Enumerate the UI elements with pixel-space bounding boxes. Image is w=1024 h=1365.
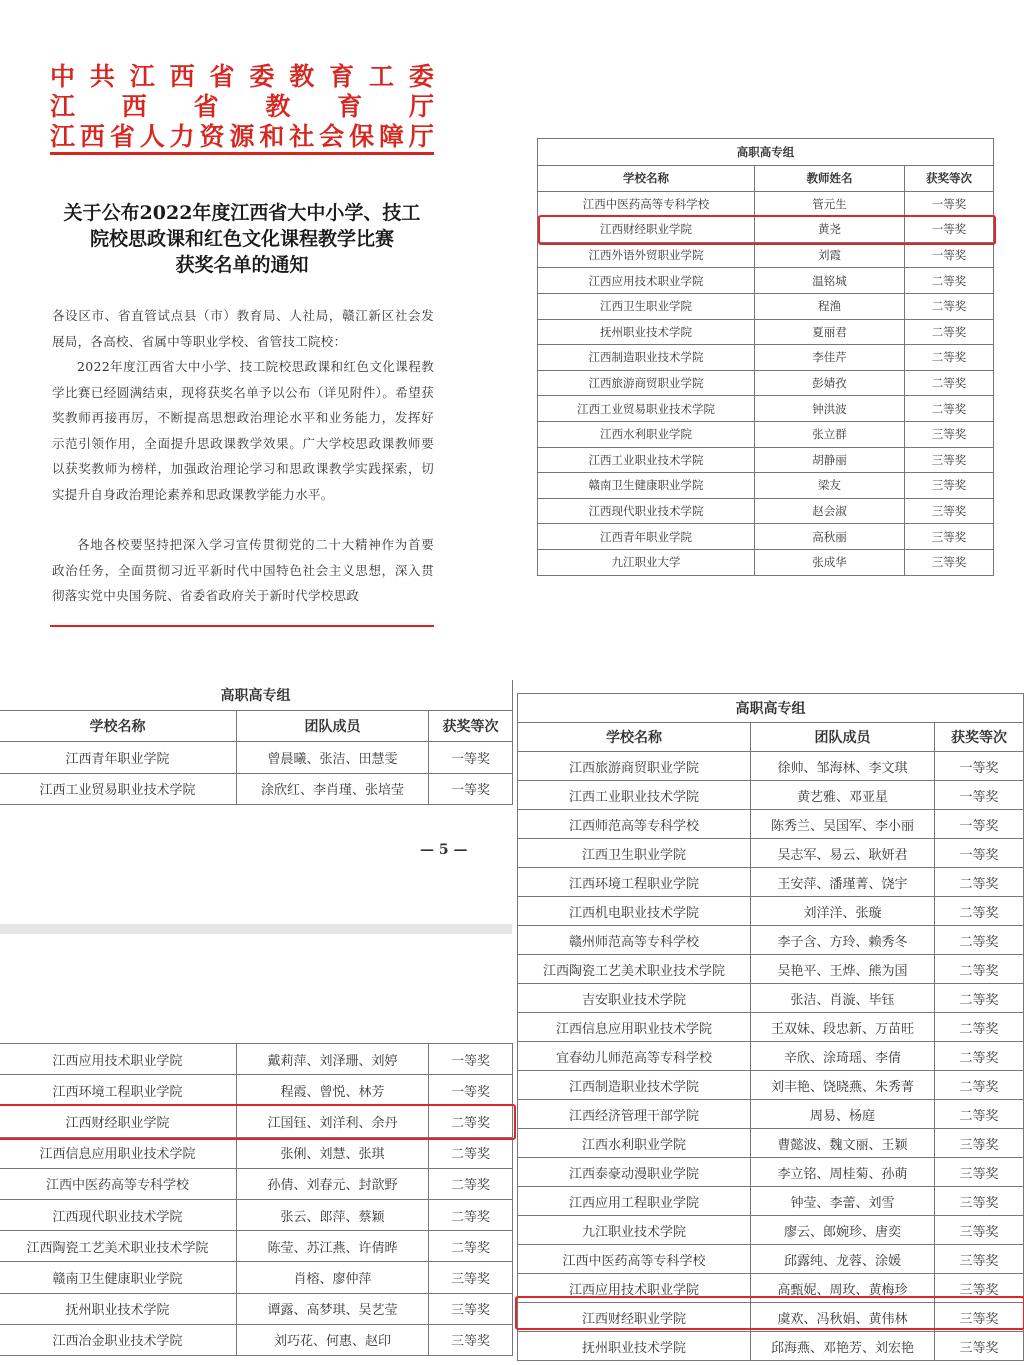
- award-cell: 三等奖: [935, 1187, 1024, 1216]
- letterhead-char: 省: [209, 62, 235, 91]
- member-cell: 王安萍、潘瑾菁、饶宇: [751, 868, 935, 897]
- award-cell: 二等奖: [935, 897, 1024, 926]
- school-cell: 江西外语外贸职业学院: [538, 242, 755, 268]
- letterhead-char: 障: [378, 122, 404, 151]
- table-row: [538, 396, 994, 422]
- team-awards-table-lower: [0, 1043, 513, 1356]
- table-row: [538, 319, 994, 345]
- member-cell: 刘洋洋、张璇: [751, 897, 935, 926]
- table-row: [0, 1231, 513, 1262]
- table-row: [538, 473, 994, 499]
- red-divider-bottom: [50, 625, 434, 627]
- member-cell: 刘霞: [755, 242, 905, 268]
- school-cell: 江西陶瓷工艺美术职业技术学院: [0, 1231, 237, 1262]
- award-cell: 二等奖: [935, 955, 1024, 984]
- school-cell: 江西水利职业学院: [538, 421, 755, 447]
- letterhead-char: 和: [259, 122, 285, 151]
- school-cell: 江西应用技术职业学院: [0, 1044, 237, 1075]
- award-cell: 一等奖: [429, 1044, 513, 1075]
- letterhead-char: 西: [121, 92, 147, 121]
- award-cell: 三等奖: [429, 1293, 513, 1324]
- member-cell: 赵会淑: [755, 498, 905, 524]
- page-separator: [0, 924, 512, 934]
- award-cell: 一等奖: [429, 742, 513, 773]
- column-header-award: 获奖等次: [429, 711, 513, 742]
- table-row: [518, 1187, 1024, 1216]
- award-cell: 三等奖: [905, 549, 994, 575]
- table-row: [0, 1075, 513, 1106]
- school-cell: 江西现代职业技术学院: [0, 1199, 237, 1230]
- member-cell: 张云、郎萍、蔡颖: [237, 1199, 429, 1230]
- school-cell: 江西应用技术职业学院: [538, 268, 755, 294]
- school-cell: 江西青年职业学院: [0, 742, 237, 773]
- member-cell: 李子含、方玲、赖秀冬: [751, 926, 935, 955]
- award-cell: 三等奖: [905, 524, 994, 550]
- award-cell: 一等奖: [905, 242, 994, 268]
- member-cell: 戴莉萍、刘泽珊、刘婷: [237, 1044, 429, 1075]
- school-cell: 江西卫生职业学院: [538, 293, 755, 319]
- school-cell: 江西冶金职业技术学院: [0, 1324, 237, 1355]
- school-cell: 江西经济管理干部学院: [518, 1100, 751, 1129]
- letterhead-char: 会: [319, 122, 345, 151]
- letterhead-char: 力: [169, 122, 195, 151]
- column-header-school: 学校名称: [538, 166, 755, 192]
- table-row: [518, 839, 1024, 868]
- member-cell: 陈莹、苏江燕、许倩晔: [237, 1231, 429, 1262]
- award-cell: 二等奖: [905, 268, 994, 294]
- member-cell: 张立群: [755, 421, 905, 447]
- award-cell: 三等奖: [935, 1129, 1024, 1158]
- school-cell: 赣南卫生健康职业学院: [538, 473, 755, 499]
- column-header-members: 团队成员: [751, 723, 935, 752]
- school-cell: 江西信息应用职业技术学院: [518, 1013, 751, 1042]
- highlight-box: [515, 1296, 1024, 1330]
- column-header-members: 团队成员: [237, 711, 429, 742]
- award-cell: 三等奖: [935, 1274, 1024, 1303]
- award-cell: 二等奖: [429, 1199, 513, 1230]
- award-cell: 二等奖: [935, 1013, 1024, 1042]
- member-cell: 张俐、刘慧、张琪: [237, 1137, 429, 1168]
- letterhead-char: 厅: [408, 92, 434, 121]
- award-cell: 二等奖: [429, 1168, 513, 1199]
- table-row: [0, 1044, 513, 1075]
- award-cell: 二等奖: [905, 319, 994, 345]
- member-cell: 辛欣、涂琦瑶、李倩: [751, 1042, 935, 1071]
- member-cell: 邱露纯、龙蓉、涂媛: [751, 1245, 935, 1274]
- school-cell: 江西工业贸易职业技术学院: [0, 773, 237, 804]
- member-cell: 刘巧花、何惠、赵印: [237, 1324, 429, 1355]
- table-row: [538, 293, 994, 319]
- letterhead-char: 共: [89, 62, 115, 91]
- school-cell: 江西财经职业学院: [518, 1303, 751, 1332]
- table-row: [0, 1137, 513, 1168]
- member-cell: 胡静丽: [755, 447, 905, 473]
- school-cell: 吉安职业技术学院: [518, 984, 751, 1013]
- school-cell: 江西工业贸易职业技术学院: [538, 396, 755, 422]
- member-cell: 吴艳平、王烨、熊为国: [751, 955, 935, 984]
- table-row: [518, 984, 1024, 1013]
- school-cell: 抚州职业技术学院: [518, 1332, 751, 1361]
- table-row: [538, 345, 994, 371]
- member-cell: 虞欢、冯秋娟、黄伟林: [751, 1303, 935, 1332]
- member-cell: 吴志军、易云、耿妍君: [751, 839, 935, 868]
- letterhead-line-3: [50, 122, 434, 152]
- member-cell: 管元生: [755, 191, 905, 217]
- member-cell: 邱海燕、邓艳芳、刘宏艳: [751, 1332, 935, 1361]
- member-cell: 孙倩、刘春元、封歆野: [237, 1168, 429, 1199]
- school-cell: 赣州师范高等专科学校: [518, 926, 751, 955]
- member-cell: 江国钰、刘洋利、余丹: [237, 1106, 429, 1137]
- table-row: [518, 1216, 1024, 1245]
- award-cell: 三等奖: [935, 1245, 1024, 1274]
- school-cell: 江西中医药高等专科学校: [538, 191, 755, 217]
- award-cell: 二等奖: [905, 345, 994, 371]
- letterhead-line-1: [50, 62, 434, 92]
- member-cell: 徐帅、邹海林、李文琪: [751, 752, 935, 781]
- member-cell: 高秋丽: [755, 524, 905, 550]
- award-cell: 二等奖: [905, 396, 994, 422]
- school-cell: 江西卫生职业学院: [518, 839, 751, 868]
- school-cell: 江西信息应用职业技术学院: [0, 1137, 237, 1168]
- award-cell: 一等奖: [935, 839, 1024, 868]
- column-header-school: 学校名称: [0, 711, 237, 742]
- table-row: [518, 1013, 1024, 1042]
- school-cell: 抚州职业技术学院: [0, 1293, 237, 1324]
- member-cell: 程霞、曾悦、林芳: [237, 1075, 429, 1106]
- award-cell: 二等奖: [905, 370, 994, 396]
- member-cell: 廖云、郎婉珍、唐奕: [751, 1216, 935, 1245]
- letterhead-char: 教: [289, 62, 315, 91]
- letterhead-char: 厅: [408, 122, 434, 151]
- table-row: [0, 1293, 513, 1324]
- member-cell: 程渔: [755, 293, 905, 319]
- award-cell: 三等奖: [935, 1303, 1024, 1332]
- award-cell: 一等奖: [935, 810, 1024, 839]
- table-row: [538, 421, 994, 447]
- table-group-title: 高职高专组: [0, 680, 513, 711]
- letterhead-char: 教: [265, 92, 291, 121]
- table-row: [518, 955, 1024, 984]
- table-row: [538, 191, 994, 217]
- member-cell: 王双妹、段忠新、万苗旺: [751, 1013, 935, 1042]
- school-cell: 江西现代职业技术学院: [538, 498, 755, 524]
- award-cell: 二等奖: [935, 1071, 1024, 1100]
- school-cell: 宜春幼儿师范高等专科学校: [518, 1042, 751, 1071]
- school-cell: 江西旅游商贸职业学院: [538, 370, 755, 396]
- letterhead-char: 委: [249, 62, 275, 91]
- table-row: [0, 1199, 513, 1230]
- school-cell: 江西工业职业技术学院: [518, 781, 751, 810]
- member-cell: 李佳芹: [755, 345, 905, 371]
- letterhead-char: 西: [169, 62, 195, 91]
- table-row: [518, 1158, 1024, 1187]
- award-cell: 一等奖: [905, 217, 994, 243]
- member-cell: 曾晨曦、张洁、田慧雯: [237, 742, 429, 773]
- school-cell: 江西师范高等专科学校: [518, 810, 751, 839]
- highlight-box: [0, 1104, 516, 1140]
- school-cell: 江西制造职业技术学院: [518, 1071, 751, 1100]
- table-row: [518, 1129, 1024, 1158]
- table-row: [518, 1245, 1024, 1274]
- award-cell: 三等奖: [935, 1216, 1024, 1245]
- award-cell: 三等奖: [905, 447, 994, 473]
- column-header-school: 学校名称: [518, 723, 751, 752]
- member-cell: 肖榕、廖仲萍: [237, 1262, 429, 1293]
- school-cell: 江西应用工程职业学院: [518, 1187, 751, 1216]
- school-cell: 江西青年职业学院: [538, 524, 755, 550]
- table-row: [538, 268, 994, 294]
- letterhead-char: 工: [369, 62, 395, 91]
- member-cell: 黄尧: [755, 217, 905, 243]
- table-row: [538, 370, 994, 396]
- member-cell: 梁友: [755, 473, 905, 499]
- award-cell: 二等奖: [935, 984, 1024, 1013]
- notice-title-line-1: 关于公布2022年度江西省大中小学、技工: [63, 202, 421, 224]
- school-cell: 江西环境工程职业学院: [0, 1075, 237, 1106]
- award-cell: 二等奖: [935, 868, 1024, 897]
- table-row: [518, 1100, 1024, 1129]
- table-row: [538, 242, 994, 268]
- award-cell: 二等奖: [905, 293, 994, 319]
- school-cell: 九江职业大学: [538, 549, 755, 575]
- letterhead-char: 育: [337, 92, 363, 121]
- member-cell: 张洁、肖漩、毕钰: [751, 984, 935, 1013]
- award-cell: 一等奖: [905, 191, 994, 217]
- school-cell: 江西旅游商贸职业学院: [518, 752, 751, 781]
- letterhead-char: 委: [408, 62, 434, 91]
- school-cell: 九江职业技术学院: [518, 1216, 751, 1245]
- table-row: [518, 810, 1024, 839]
- school-cell: 江西财经职业学院: [538, 217, 755, 243]
- table-row: [518, 1042, 1024, 1071]
- team-awards-table-right: [517, 693, 1024, 1361]
- notice-paragraph-1: 各设区市、省直管试点县（市）教育局、人社局，赣江新区社会发展局，各高校、省属中等职业学校、省管技工院校：: [52, 308, 434, 349]
- member-cell: 陈秀兰、吴国军、李小丽: [751, 810, 935, 839]
- member-cell: 彭婧孜: [755, 370, 905, 396]
- column-header-teacher: 教师姓名: [755, 166, 905, 192]
- table-row: [538, 524, 994, 550]
- school-cell: 江西机电职业技术学院: [518, 897, 751, 926]
- member-cell: 夏丽君: [755, 319, 905, 345]
- school-cell: 江西水利职业学院: [518, 1129, 751, 1158]
- letterhead-char: 省: [193, 92, 219, 121]
- award-cell: 三等奖: [905, 473, 994, 499]
- table-row: [538, 447, 994, 473]
- letterhead-char: 江: [50, 92, 76, 121]
- letterhead-char: 源: [229, 122, 255, 151]
- award-cell: 二等奖: [429, 1106, 513, 1137]
- member-cell: 钟莹、李蕾、刘雪: [751, 1187, 935, 1216]
- award-cell: 一等奖: [935, 752, 1024, 781]
- member-cell: 温铭城: [755, 268, 905, 294]
- award-cell: 三等奖: [905, 498, 994, 524]
- award-cell: 二等奖: [429, 1137, 513, 1168]
- table-row: [518, 868, 1024, 897]
- table-group-title: 高职高专组: [518, 694, 1024, 723]
- member-cell: 周易、杨庭: [751, 1100, 935, 1129]
- award-cell: 三等奖: [935, 1158, 1024, 1187]
- letterhead-char: 中: [50, 62, 76, 91]
- table-row: [518, 1071, 1024, 1100]
- letterhead-char: 江: [50, 122, 76, 151]
- award-cell: 二等奖: [935, 1042, 1024, 1071]
- table-row: [0, 1324, 513, 1355]
- school-cell: 江西泰豪动漫职业学院: [518, 1158, 751, 1187]
- award-cell: 二等奖: [935, 1100, 1024, 1129]
- award-cell: 二等奖: [935, 926, 1024, 955]
- school-cell: 江西中医药高等专科学校: [0, 1168, 237, 1199]
- member-cell: 钟洪波: [755, 396, 905, 422]
- table-row: [0, 742, 513, 773]
- member-cell: 黄艺雅、邓亚星: [751, 781, 935, 810]
- letterhead-char: 人: [139, 122, 165, 151]
- school-cell: 江西财经职业学院: [0, 1106, 237, 1137]
- table-row: [518, 926, 1024, 955]
- red-divider-top: [50, 152, 434, 155]
- table-row: [0, 1262, 513, 1293]
- table-row: [518, 752, 1024, 781]
- letterhead-char: 江: [129, 62, 155, 91]
- member-cell: 张成华: [755, 549, 905, 575]
- award-cell: 三等奖: [429, 1324, 513, 1355]
- highlight-box: [538, 215, 996, 245]
- notice-paragraph-3: 各地各校要坚持把深入学习宣传贯彻党的二十大精神作为首要政治任务，全面贯彻习近平新时代中国特色社会主义思想，深入贯彻落实党中央国务院、省委省政府关于新时代学校思政: [52, 537, 434, 603]
- letterhead-char: 保: [349, 122, 375, 151]
- member-cell: 刘丰艳、饶晓燕、朱秀菁: [751, 1071, 935, 1100]
- award-cell: 一等奖: [429, 1075, 513, 1106]
- award-cell: 二等奖: [429, 1231, 513, 1262]
- table-group-title: 高职高专组: [538, 139, 994, 166]
- award-cell: 一等奖: [935, 781, 1024, 810]
- member-cell: 李立铭、周桂菊、孙萌: [751, 1158, 935, 1187]
- school-cell: 江西应用技术职业学院: [518, 1274, 751, 1303]
- team-awards-table-upper: [0, 680, 513, 805]
- table-row: [518, 781, 1024, 810]
- member-cell: 高甄妮、周玫、黄梅珍: [751, 1274, 935, 1303]
- letterhead-char: 育: [329, 62, 355, 91]
- notice-title-line-3: 获奖名单的通知: [175, 254, 309, 276]
- notice-title-line-2: 院校思政课和红色文化课程教学比赛: [89, 228, 394, 250]
- school-cell: 江西工业职业技术学院: [538, 447, 755, 473]
- school-cell: 赣南卫生健康职业学院: [0, 1262, 237, 1293]
- member-cell: 曹懿波、魏文丽、王颖: [751, 1129, 935, 1158]
- school-cell: 江西中医药高等专科学校: [518, 1245, 751, 1274]
- page-number: — 5 —: [420, 842, 468, 858]
- award-cell: 一等奖: [429, 773, 513, 804]
- column-header-award: 获奖等次: [935, 723, 1024, 752]
- award-cell: 三等奖: [905, 421, 994, 447]
- member-cell: 涂欣红、李肖瑾、张培莹: [237, 773, 429, 804]
- school-cell: 抚州职业技术学院: [538, 319, 755, 345]
- award-cell: 三等奖: [935, 1332, 1024, 1361]
- school-cell: 江西制造职业技术学院: [538, 345, 755, 371]
- school-cell: 江西环境工程职业学院: [518, 868, 751, 897]
- letterhead-char: 省: [109, 122, 135, 151]
- notice-paragraph-2: 2022年度江西省大中小学、技工院校思政课和红色文化课程教学比赛已经圆满结束，现将获奖名单予以公布（详见附件）。希望获奖教师再接再厉，不断提高思想政治理论水平和业务能力，发挥好示范引领作用，全面提升思政课教学效果。广大学校思政课教师要以获奖教师为榜样，加强政治理论学习和思政课教学实践探索，切实提升自身政治理论素养和思政课教学能力水平。: [52, 359, 434, 502]
- award-cell: 三等奖: [429, 1262, 513, 1293]
- table-row: [0, 1168, 513, 1199]
- letterhead-line-2: [50, 92, 434, 122]
- letterhead-char: 西: [79, 122, 105, 151]
- table-row: [518, 1332, 1024, 1361]
- letterhead-char: 社: [289, 122, 315, 151]
- table-row: [538, 498, 994, 524]
- member-cell: 谭露、高梦琪、吴艺莹: [237, 1293, 429, 1324]
- table-row: [0, 773, 513, 804]
- table-row: [518, 897, 1024, 926]
- column-header-award: 获奖等次: [905, 166, 994, 192]
- letterhead-char: 资: [199, 122, 225, 151]
- table-row: [538, 549, 994, 575]
- school-cell: 江西陶瓷工艺美术职业技术学院: [518, 955, 751, 984]
- individual-awards-table: [537, 138, 994, 576]
